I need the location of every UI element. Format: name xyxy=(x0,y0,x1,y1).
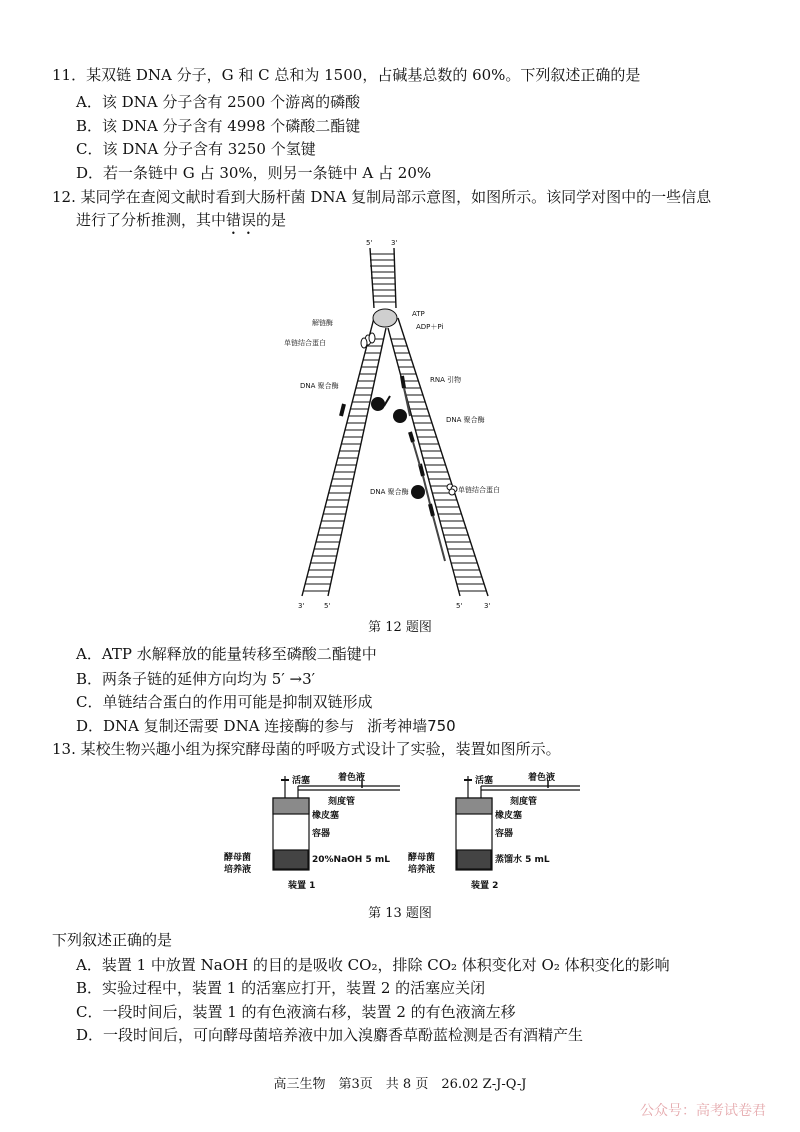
dev1-name: 装置 1 xyxy=(288,881,316,891)
dev1-yeast-line1: 酵母菌 xyxy=(224,853,252,863)
bottom-end-3: 5' xyxy=(456,602,463,610)
q13-option-c: C．一段时间后，装置 1 的有色液滴右移，装置 2 的有色液滴左移 xyxy=(76,1003,516,1021)
q12-option-a: A．ATP 水解释放的能量转移至磷酸二酯键中 xyxy=(76,645,377,663)
q12-option-d xyxy=(76,716,456,736)
label-helicase: 解链酶 xyxy=(312,319,333,327)
figure-12-caption: 第 12 题图 xyxy=(368,620,432,635)
dna-polymerase-mid xyxy=(393,409,407,423)
dev2-dye: 着色液 xyxy=(528,773,556,783)
q12-option-d-note: 浙考神墙750 xyxy=(367,717,456,735)
top-end-left: 5' xyxy=(366,239,373,247)
dev2-stopper: 橡皮塞 xyxy=(495,811,523,821)
q12-stem-line1: 12. 某同学在查阅文献时看到大肠杆菌 DNA 复制局部示意图，如图所示。该同学对图中的一些信息 xyxy=(52,188,712,206)
dev1-tube: 刻度管 xyxy=(328,797,356,807)
dev2-yeast-line2: 培养液 xyxy=(408,865,436,875)
dev2-liquid: 蒸馏水 5 mL xyxy=(495,855,550,865)
bottom-end-2: 5' xyxy=(324,602,331,610)
q11-option-b: B．该 DNA 分子含有 4998 个磷酸二酯键 xyxy=(76,117,361,135)
label-pol-bottom: DNA 聚合酶 xyxy=(370,488,409,496)
dev2-stopcock: 活塞 xyxy=(475,776,494,786)
rna-primer-shape xyxy=(402,376,404,388)
q12-option-b: B．两条子链的延伸方向均为 5′ →3′ xyxy=(76,670,316,688)
q11-option-a: A．该 DNA 分子含有 2500 个游离的磷酸 xyxy=(76,93,361,111)
q12-stem-line2-post: 的是 xyxy=(256,211,287,229)
q12-stem-line2 xyxy=(76,210,286,238)
bottom-end-4: 3' xyxy=(484,602,491,610)
q12-stem-line2-pre: 进行了分析推测，其中 xyxy=(76,211,227,229)
dna-polymerase-bottom xyxy=(411,485,425,499)
dev1-liquid: 20%NaOH 5 mL xyxy=(312,855,390,865)
dev2-container: 容器 xyxy=(495,829,514,839)
respiration-apparatus-figure xyxy=(218,764,598,894)
q12-stem-emphasis: 错误 xyxy=(226,211,257,229)
bottom-end-1: 3' xyxy=(298,602,305,610)
q12-option-c: C．单链结合蛋白的作用可能是抑制双链形成 xyxy=(76,693,373,711)
figure-13-caption: 第 13 题图 xyxy=(368,906,432,921)
label-pol-left: DNA 聚合酶 xyxy=(300,382,339,390)
watermark: 公众号：高考试卷君 xyxy=(640,1103,766,1119)
q13-option-a: A．装置 1 中放置 NaOH 的目的是吸收 CO₂，排除 CO₂ 体积变化对 O₂ 体积变化的影响 xyxy=(76,956,670,974)
top-end-right: 3' xyxy=(391,239,398,247)
q11-stem: 11．某双链 DNA 分子，G 和 C 总和为 1500，占碱基总数的 60%。下列叙述正确的是 xyxy=(52,66,641,84)
label-pol-mid: DNA 聚合酶 xyxy=(446,416,485,424)
dev1-yeast-line2: 培养液 xyxy=(224,865,252,875)
q11-option-d: D．若一条链中 G 占 30%，则另一条链中 A 占 20% xyxy=(76,164,432,182)
dev2-name: 装置 2 xyxy=(471,881,499,891)
leading-primer xyxy=(341,404,344,416)
dev1-stopcock: 活塞 xyxy=(292,776,311,786)
q11-option-c: C．该 DNA 分子含有 3250 个氢键 xyxy=(76,140,316,158)
okazaki-fragment-3 xyxy=(430,504,433,516)
label-ssb-top: 单链结合蛋白 xyxy=(284,339,326,347)
dev2-tube: 刻度管 xyxy=(510,797,538,807)
dev2-yeast-line1: 酵母菌 xyxy=(408,853,436,863)
dna-replication-figure xyxy=(270,236,540,612)
q13-option-b: B．实验过程中，装置 1 的活塞应打开，装置 2 的活塞应关闭 xyxy=(76,979,486,997)
q13-lead: 下列叙述正确的是 xyxy=(52,931,173,949)
dev1-yeast xyxy=(224,851,251,875)
dev1-stopper: 橡皮塞 xyxy=(312,811,340,821)
label-atp: ATP xyxy=(412,310,425,318)
dev1-dye: 着色液 xyxy=(338,773,366,783)
okazaki-fragment-1 xyxy=(410,432,413,442)
dev2-yeast xyxy=(408,851,435,875)
helicase-shape xyxy=(373,309,397,327)
label-rna-primer: RNA 引物 xyxy=(430,376,462,384)
dna-polymerase-left xyxy=(371,397,385,411)
q12-option-d-text: D．DNA 复制还需要 DNA 连接酶的参与 xyxy=(76,717,355,735)
dev1-container: 容器 xyxy=(312,829,331,839)
q13-option-d: D．一段时间后，可向酵母菌培养液中加入溴麝香草酚蓝检测是否有酒精产生 xyxy=(76,1026,584,1044)
page-footer: 高三生物 第3页 共 8 页 26.02 Z-J-Q-J xyxy=(273,1077,527,1092)
q13-stem: 13. 某校生物兴趣小组为探究酵母菌的呼吸方式设计了实验，装置如图所示。 xyxy=(52,740,561,758)
label-ssb-right: 单链结合蛋白 xyxy=(458,486,500,494)
label-adp: ADP＋Pi xyxy=(416,323,444,331)
